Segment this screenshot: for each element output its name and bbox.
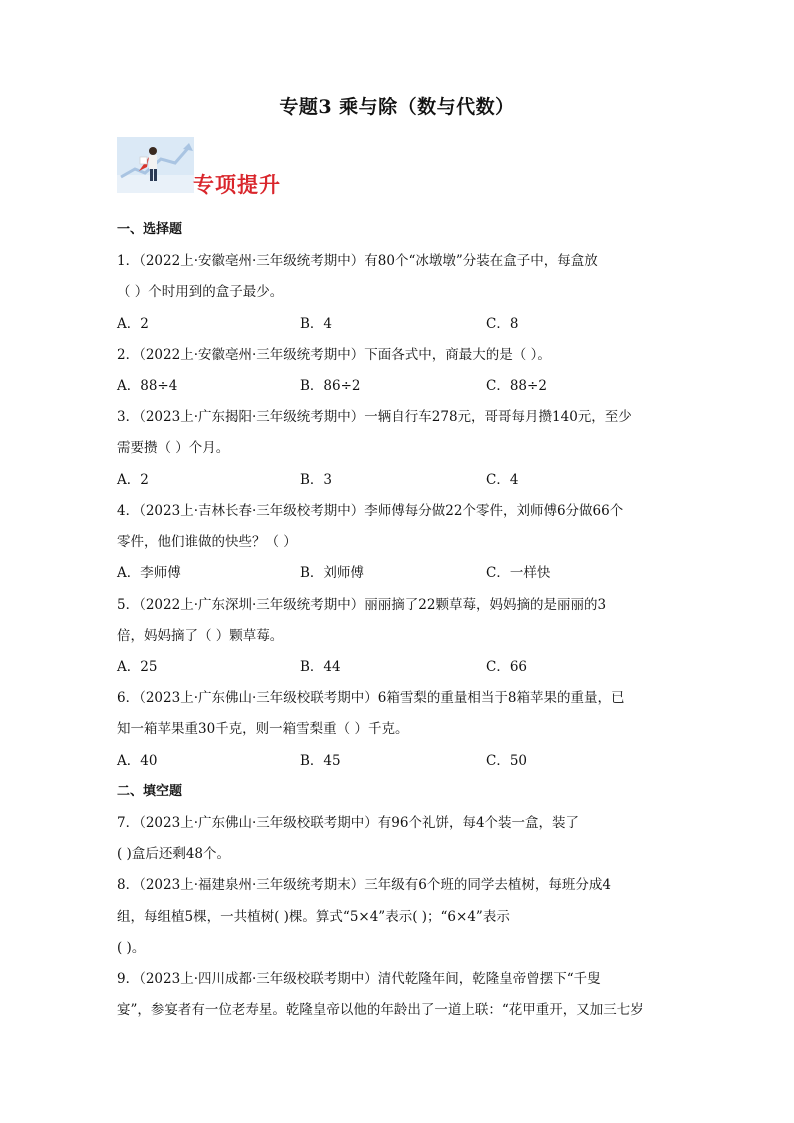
question-4-option-b: B．刘师傅	[300, 565, 364, 581]
question-2-option-c: C．88÷2	[486, 378, 547, 394]
question-1-option-b: B．4	[300, 316, 333, 332]
page-title: 专题3 乘与除（数与代数）	[279, 96, 515, 118]
question-7-line-2: ( )盒后还剩48个。	[117, 846, 231, 862]
question-2-option-a: A．88÷4	[117, 378, 178, 394]
question-6-line-2: 知一箱苹果重30千克，则一箱雪梨重（ ）千克。	[117, 721, 409, 737]
question-4-line-2: 零件，他们谁做的快些？（ ）	[117, 534, 297, 550]
person-arrow-illustration	[117, 137, 194, 193]
question-1-option-c: C．8	[486, 316, 519, 332]
question-5-option-b: B．44	[300, 659, 341, 675]
question-4-line-1: 4．（2023上·吉林长春·三年级校考期中）李师傅每分做22个零件，刘师傅6分做66个	[117, 503, 624, 519]
question-1-line-1: 1．（2022上·安徽亳州·三年级统考期中）有80个“冰墩墩”分装在盒子中，每盒放	[117, 253, 598, 269]
question-3-option-c: C．4	[486, 472, 519, 488]
question-5-line-2: 倍，妈妈摘了（ ）颗草莓。	[117, 628, 284, 644]
section-heading-fill: 二、填空题	[117, 784, 183, 799]
question-5-option-a: A．25	[117, 659, 158, 675]
question-6-option-c: C．50	[486, 753, 528, 769]
question-3-line-2: 需要攒（ ）个月。	[117, 440, 230, 456]
question-6-option-a: A．40	[117, 753, 158, 769]
question-8-line-2: 组，每组植5棵，一共植树( )棵。算式“5×4”表示( )；“6×4”表示	[117, 909, 510, 925]
section-heading-choice: 一、选择题	[117, 222, 183, 237]
question-1-line-2: （ ）个时用到的盒子最少。	[117, 284, 284, 300]
question-2-line-1: 2．（2022上·安徽亳州·三年级统考期中）下面各式中，商最大的是（ ）。	[117, 347, 551, 363]
question-7-line-1: 7．（2023上·广东佛山·三年级校联考期中）有96个礼饼，每4个装一盒，装了	[117, 815, 580, 831]
section-banner	[117, 137, 292, 199]
question-3-option-a: A．2	[117, 472, 149, 488]
question-3-option-b: B．3	[300, 472, 333, 488]
question-5-line-1: 5．（2022上·广东深圳·三年级统考期中）丽丽摘了22颗草莓，妈妈摘的是丽丽的3	[117, 597, 607, 613]
question-3-line-1: 3．（2023上·广东揭阳·三年级统考期中）一辆自行车278元，哥哥每月攒140元，至少	[117, 409, 632, 425]
question-6-line-1: 6．（2023上·广东佛山·三年级校联考期中）6箱雪梨的重量相当于8箱苹果的重量，已	[117, 690, 625, 706]
question-8-line-3: ( )。	[117, 940, 146, 956]
banner-label: 专项提升	[193, 172, 281, 197]
question-9-line-1: 9．（2023上·四川成都·三年级校联考期中）清代乾隆年间，乾隆皇帝曾摆下“千叟	[117, 971, 601, 987]
question-1-option-a: A．2	[117, 316, 149, 332]
question-4-option-a: A．李师傅	[117, 565, 181, 581]
question-8-line-1: 8．（2023上·福建泉州·三年级统考期末）三年级有6个班的同学去植树，每班分成4	[117, 877, 611, 893]
question-2-option-b: B．86÷2	[300, 378, 361, 394]
question-5-option-c: C．66	[486, 659, 528, 675]
question-6-option-b: B．45	[300, 753, 341, 769]
question-9-line-2: 宴”，参宴者有一位老寿星。乾隆皇帝以他的年龄出了一道上联：“花甲重开，又加三七岁	[117, 1002, 644, 1018]
question-4-option-c: C．一样快	[486, 565, 551, 581]
